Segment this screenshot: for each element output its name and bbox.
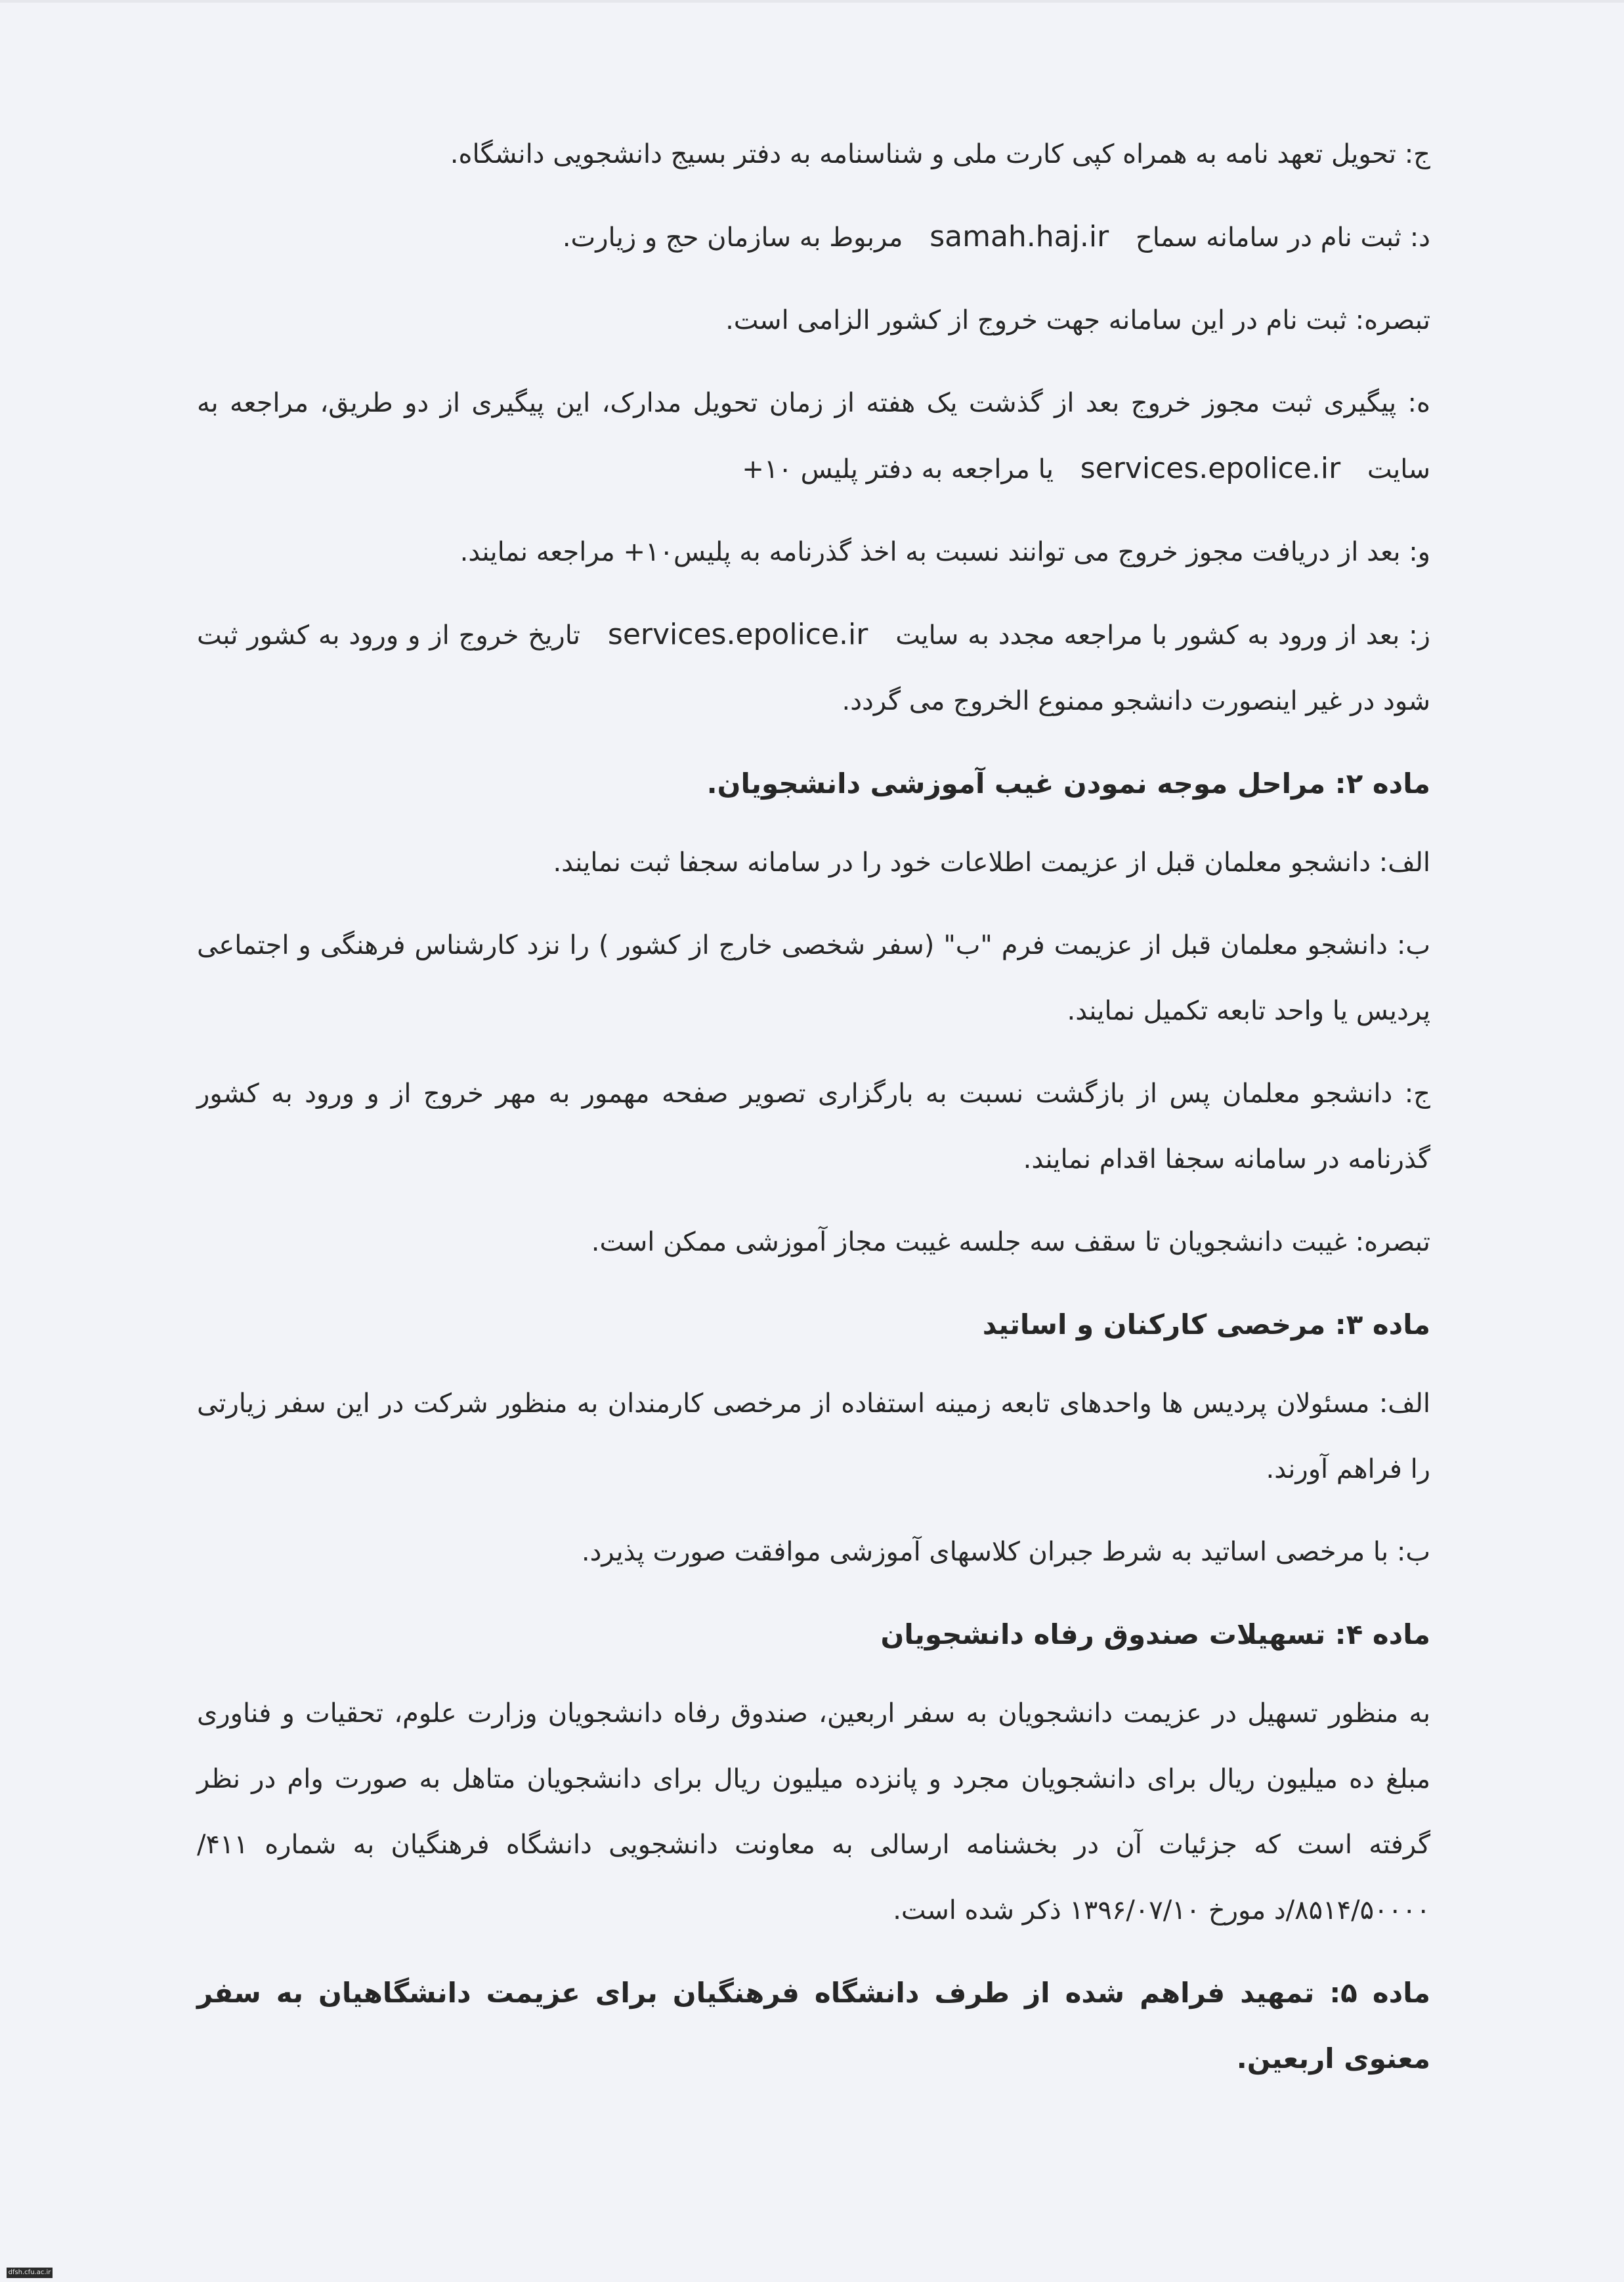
section-3-heading: ماده ۳: مرخصی کارکنان و اساتید [982,1308,1430,1341]
section-2-note: تبصره: غیبت دانشجویان تا سقف سه جلسه غیبت مجاز آموزشی ممکن است. [591,1227,1430,1257]
section-2-item: ب: دانشجو معلمان قبل از عزیمت فرم "ب" (سفر شخصی خارج از کشور ) را نزد کارشناس فرهنگی و اجتماعی پردیس یا واحد تابعه تکمیل نمایند. [197,930,1430,1026]
section-3-item: الف: مسئولان پردیس ها واحدهای تابعه زمینه استفاده از مرخصی کارمندان به منظور شرکت در این سفر زیارتی را فراهم آورند. [197,1389,1430,1484]
section-2-heading: ماده ۲: مراحل موجه نمودن غیب آموزشی دانشجویان. [706,767,1430,800]
paragraph-j: ج: تحویل تعهد نامه به همراه کپی کارت ملی و شناسنامه به دفتر بسیج دانشجویی دانشگاه. [450,139,1430,169]
section-4-body: به منظور تسهیل در عزیمت دانشجویان به سفر اربعین، صندوق رفاه دانشجویان وزارت علوم، تحقیات و فناوری مبلغ ده میلیون ریال برای دانشجویان مجرد و پانزده میلیون ریال برای دانشجویان متاهل به صورت وام در نظر گرفته است که جزئیات آن در بخشنامه ارسالی به معاونت دانشجویی دانشگاه فرهنگیان به شماره ۴۱۱/ ۸۵۱۴/۵۰۰۰۰/د مورخ ۱۳۹۶/۰۷/۱۰ ذکر شده است. [197,1698,1430,1926]
paragraph-z: ز: بعد از ورود به کشور با مراجعه مجدد به سایت services.epolice.ir تاریخ خروج از و ورود به کشور ثبت شود در غیر اینصورت دانشجو ممنوع الخروج می گردد. [197,618,1430,716]
scan-edge [0,0,1624,3]
paragraph-v: و: بعد از دریافت مجوز خروج می توانند نسبت به اخذ گذرنامه به پلیس۱۰+ مراجعه نمایند. [459,537,1430,567]
samah-link: samah.haj.ir [930,220,1109,253]
section-3-item: ب: با مرخصی اساتید به شرط جبران کلاسهای آموزشی موافقت صورت پذیرد. [581,1537,1430,1567]
paragraph-d: د: ثبت نام در سامانه سماح samah.haj.ir مربوط به سازمان حج و زیارت. [562,220,1430,253]
section-5-heading: ماده ۵: تمهید فراهم شده از طرف دانشگاه فرهنگیان برای عزیمت دانشگاهیان به سفر معنوی اربعین. [197,1977,1430,2075]
paragraph-h: ه: پیگیری ثبت مجوز خروج بعد از گذشت یک هفته از زمان تحویل مدارک، این پیگیری از دو طریق، مراجعه به سایت services.epolice.ir یا مراجعه به دفتر پلیس ۱۰+ [197,388,1430,485]
section-2-item: الف: دانشجو معلمان قبل از عزیمت اطلاعات خود را در سامانه سجفا ثبت نمایند. [553,848,1430,878]
section-2-item: ج: دانشجو معلمان پس از بازگشت نسبت به بارگزاری تصویر صفحه مهمور به مهر خروج از و ورود به کشور گذرنامه در سامانه سجفا اقدام نمایند. [197,1079,1430,1174]
footer-mark: dfsh.cfu.ac.ir [7,2268,53,2278]
epolice-link-2: services.epolice.ir [607,618,868,651]
paragraph-note-1: تبصره: ثبت نام در این سامانه جهت خروج از کشور الزامی است. [725,305,1430,335]
document-body [197,121,1430,2105]
epolice-link-1: services.epolice.ir [1080,452,1341,485]
section-4-heading: ماده ۴: تسهیلات صندوق رفاه دانشجویان [880,1618,1430,1650]
